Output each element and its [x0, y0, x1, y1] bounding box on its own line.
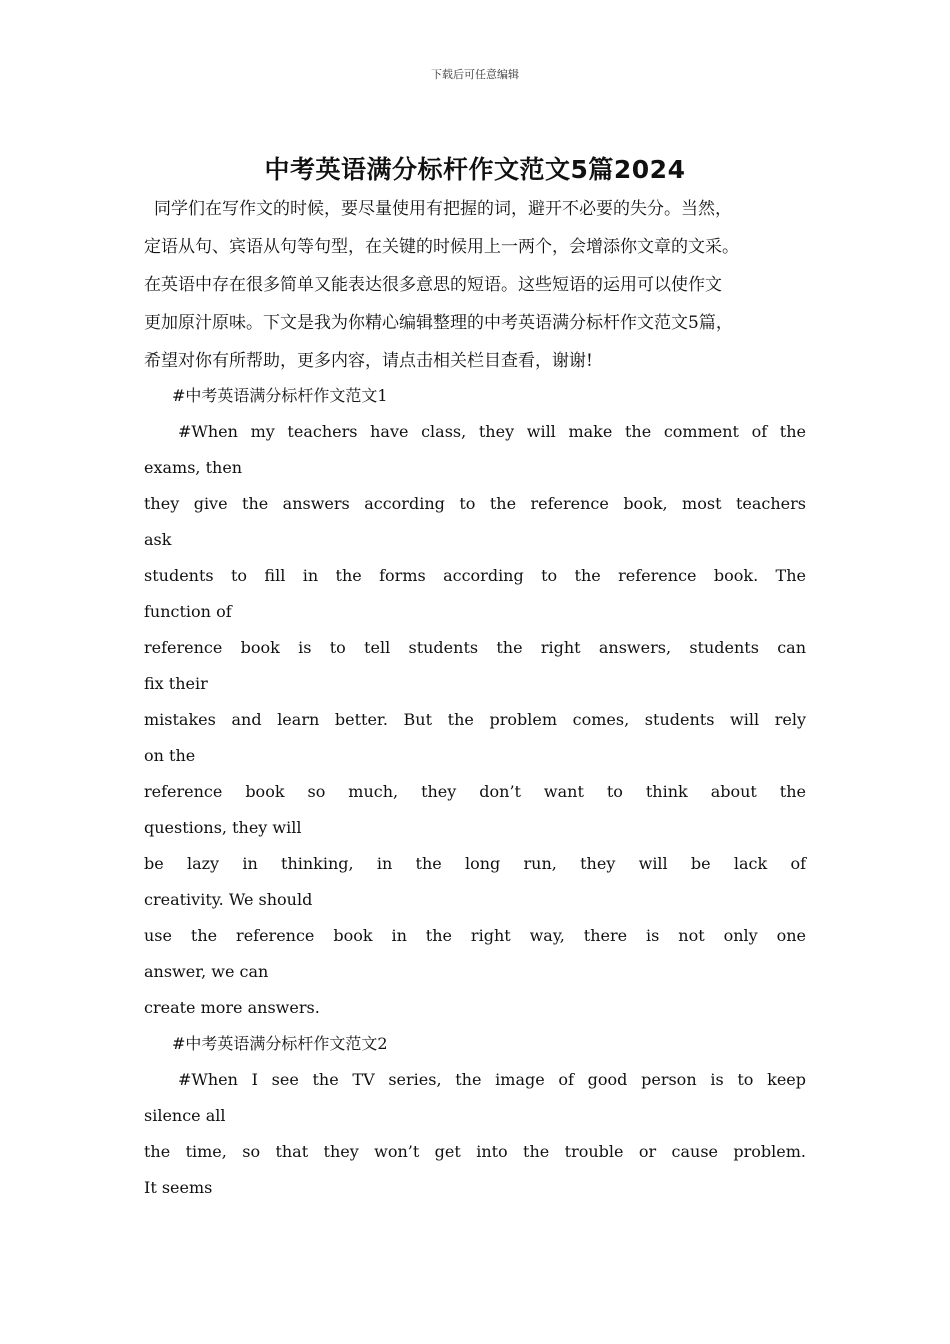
essay-1-line: reference book so much, they don’t want to think about the — [144, 782, 806, 801]
essay-1-line: be lazy in thinking, in the long run, they will be lack of — [144, 854, 806, 873]
intro-paragraph-line: 在英语中存在很多简单又能表达很多意思的短语。这些短语的运用可以使作文 — [144, 275, 722, 295]
essay-1-line: mistakes and learn better. But the problem comes, students will rely — [144, 710, 806, 729]
essay-1-line: creativity. We should — [144, 890, 313, 909]
essay-1-line: students to fill in the forms according to the reference book. The — [144, 566, 806, 585]
intro-paragraph-line: 定语从句、宾语从句等句型，在关键的时候用上一两个，会增添你文章的文采。 — [144, 237, 739, 257]
intro-paragraph-line: 同学们在写作文的时候，要尽量使用有把握的词，避开不必要的失分。当然， — [154, 199, 732, 219]
essay-1-line: questions, they will — [144, 818, 302, 837]
essay-1-line: use the reference book in the right way, there is not only one — [144, 926, 806, 945]
essay-2-line: It seems — [144, 1178, 213, 1197]
intro-paragraph-line: 更加原汁原味。下文是我为你精心编辑整理的中考英语满分标杆作文范文5篇， — [144, 313, 733, 333]
essay-2-line: #When I see the TV series, the image of good person is to keep — [178, 1070, 806, 1089]
essay-2-line: the time, so that they won’t get into the trouble or cause problem. — [144, 1142, 806, 1161]
essay-1-line: fix their — [144, 674, 208, 693]
essay-1-line: exams, then — [144, 458, 243, 477]
essay-1-line: answer, we can — [144, 962, 269, 981]
document-title: 中考英语满分标杆作文范文5篇2024 — [264, 155, 686, 184]
essay-1-line: create more answers. — [144, 998, 320, 1017]
essay-1-line: reference book is to tell students the right answers, students can — [144, 638, 806, 657]
essay-1-line: they give the answers according to the reference book, most teachers — [144, 494, 806, 513]
essay-1-heading: #中考英语满分标杆作文范文1 — [172, 386, 388, 405]
page-header-note: 下载后可任意编辑 — [431, 68, 519, 81]
essay-1-line: ask — [144, 530, 172, 549]
essay-1-line: #When my teachers have class, they will make the comment of the — [178, 422, 806, 441]
essay-2-heading: #中考英语满分标杆作文范文2 — [172, 1034, 388, 1053]
essay-1-line: on the — [144, 746, 196, 765]
document-body — [144, 194, 806, 1212]
essay-1-line: function of — [144, 602, 232, 621]
essay-2-line: silence all — [144, 1106, 226, 1125]
intro-paragraph-line: 希望对你有所帮助，更多内容，请点击相关栏目查看，谢谢! — [144, 351, 593, 371]
